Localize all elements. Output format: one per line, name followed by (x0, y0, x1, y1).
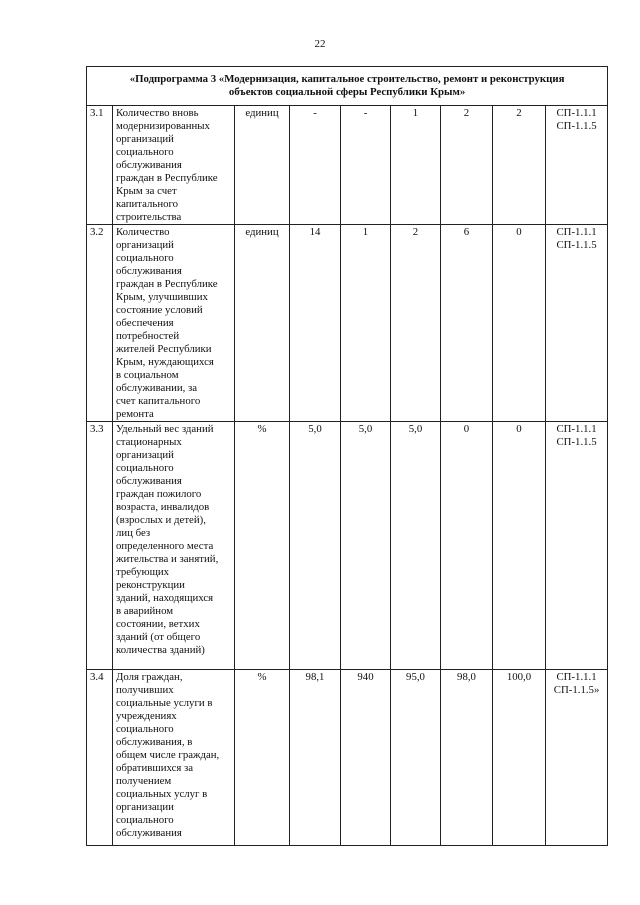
indicator-name-line: социального (116, 462, 174, 474)
indicator-name-line: социальных услуг в (116, 788, 208, 800)
code-cell (546, 225, 608, 422)
value-cell: 95,0 (391, 670, 441, 846)
value-cell: 98,1 (290, 670, 341, 846)
indicator-name-line: возраста, инвалидов (116, 501, 210, 513)
row-number: 3.2 (87, 225, 113, 422)
indicator-name-line: социальные услуги в (116, 697, 213, 709)
indicator-name-line: Количество (116, 226, 170, 238)
value-cell: 5,0 (391, 422, 441, 670)
value-cell: 5,0 (341, 422, 391, 670)
indicator-name-line: получением (116, 775, 172, 787)
unit-cell: % (235, 422, 290, 670)
value-cell: 940 (341, 670, 391, 846)
indicator-name (113, 225, 235, 422)
indicator-name-line: учреждениях (116, 710, 177, 722)
indicator-name-line: граждан пожилого (116, 488, 202, 500)
value-cell: 0 (493, 225, 546, 422)
subprogram-header-row (87, 67, 608, 106)
indicator-name-line: общем числе граждан, (116, 749, 220, 761)
code-line: СП-1.1.1 (556, 226, 597, 238)
value-cell: 1 (391, 106, 441, 225)
value-cell: 2 (493, 106, 546, 225)
indicator-name-line: потребностей (116, 330, 180, 342)
indicator-name-line: социального (116, 252, 174, 264)
indicator-name (113, 670, 235, 846)
indicator-name-line: организаций (116, 449, 174, 461)
indicator-name-line: обслуживания (116, 827, 182, 839)
indicator-table (86, 66, 608, 846)
code-line: СП-1.1.5» (553, 684, 600, 696)
value-cell: 14 (290, 225, 341, 422)
indicator-name-line: обеспечения (116, 317, 174, 329)
value-cell: 100,0 (493, 670, 546, 846)
indicator-name-line: жителей Республики (116, 343, 212, 355)
indicator-name-line: реконструкции (116, 579, 185, 591)
indicator-name-line: социального (116, 814, 174, 826)
value-cell: - (290, 106, 341, 225)
code-line: СП-1.1.1 (556, 423, 597, 435)
table-row (87, 106, 608, 225)
indicator-name-line: Крым, нуждающихся (116, 356, 214, 368)
indicator-name-line: обратившихся за (116, 762, 194, 774)
value-cell: 2 (441, 106, 493, 225)
table-row (87, 225, 608, 422)
value-cell: - (341, 106, 391, 225)
indicator-name-line: обслуживания (116, 475, 182, 487)
subprogram-title (87, 67, 608, 106)
row-number: 3.1 (87, 106, 113, 225)
indicator-name-line: получивших (116, 684, 174, 696)
subprogram-title-line: «Подпрограмма 3 «Модернизация, капитальное строительство, ремонт и реконструкция (129, 73, 565, 85)
indicator-name-line: лиц без (116, 527, 151, 539)
indicator-name-line: обслуживания (116, 265, 182, 277)
indicator-name-line: Крым за счет (116, 185, 177, 197)
indicator-name-line: обслуживания, в (116, 736, 193, 748)
row-number: 3.3 (87, 422, 113, 670)
unit-cell: единиц (235, 106, 290, 225)
indicator-name-line: требующих (116, 566, 170, 578)
indicator-name-line: Количество вновь (116, 107, 199, 119)
indicator-name-line: организаций (116, 133, 174, 145)
value-cell: 6 (441, 225, 493, 422)
indicator-name-line: социального (116, 146, 174, 158)
indicator-name-line: счет капитального (116, 395, 201, 407)
unit-cell: % (235, 670, 290, 846)
indicator-name-line: организаций (116, 239, 174, 251)
indicator-name-line: обслуживания (116, 159, 182, 171)
code-cell (546, 106, 608, 225)
indicator-name-line: в аварийном (116, 605, 174, 617)
indicator-name-line: в социальном (116, 369, 179, 381)
table-row (87, 422, 608, 670)
indicator-name-line: обслуживании, за (116, 382, 198, 394)
indicator-name-line: состоянии, ветхих (116, 618, 200, 630)
value-cell: 98,0 (441, 670, 493, 846)
code-cell (546, 422, 608, 670)
indicator-name-line: зданий, находящихся (116, 592, 214, 604)
indicator-name-line: ремонта (116, 408, 154, 420)
indicator-name-line: определенного места (116, 540, 214, 552)
code-line: СП-1.1.5 (556, 436, 597, 448)
value-cell: 2 (391, 225, 441, 422)
code-line: СП-1.1.5 (556, 239, 597, 251)
value-cell: 0 (493, 422, 546, 670)
indicator-name-line: модернизированных (116, 120, 210, 132)
indicator-name-line: организации (116, 801, 174, 813)
page-number: 22 (314, 38, 326, 50)
indicator-name-line: состояние условий (116, 304, 203, 316)
indicator-name (113, 106, 235, 225)
subprogram-title-line: объектов социальной сферы Республики Крым» (228, 86, 466, 98)
table-row (87, 670, 608, 846)
indicator-name-line: количества зданий) (116, 644, 205, 656)
indicator-name-line: (взрослых и детей), (116, 514, 206, 526)
unit-cell: единиц (235, 225, 290, 422)
indicator-name (113, 422, 235, 670)
indicator-name-line: Крым, улучшивших (116, 291, 208, 303)
indicator-name-line: жительства и занятий, (116, 553, 219, 565)
value-cell: 1 (341, 225, 391, 422)
value-cell: 0 (441, 422, 493, 670)
code-line: СП-1.1.1 (556, 107, 597, 119)
indicator-name-line: строительства (116, 211, 182, 223)
code-line: СП-1.1.5 (556, 120, 597, 132)
indicator-name-line: социального (116, 723, 174, 735)
indicator-name-line: граждан в Республике (116, 278, 218, 290)
indicator-name-line: капитального (116, 198, 179, 210)
indicator-name-line: зданий (от общего (116, 631, 201, 643)
indicator-name-line: Удельный вес зданий (116, 423, 214, 435)
row-number: 3.4 (87, 670, 113, 846)
indicator-name-line: Доля граждан, (116, 671, 183, 683)
indicator-name-line: стационарных (116, 436, 182, 448)
value-cell: 5,0 (290, 422, 341, 670)
code-cell (546, 670, 608, 846)
indicator-name-line: граждан в Республике (116, 172, 218, 184)
code-line: СП-1.1.1 (556, 671, 597, 683)
